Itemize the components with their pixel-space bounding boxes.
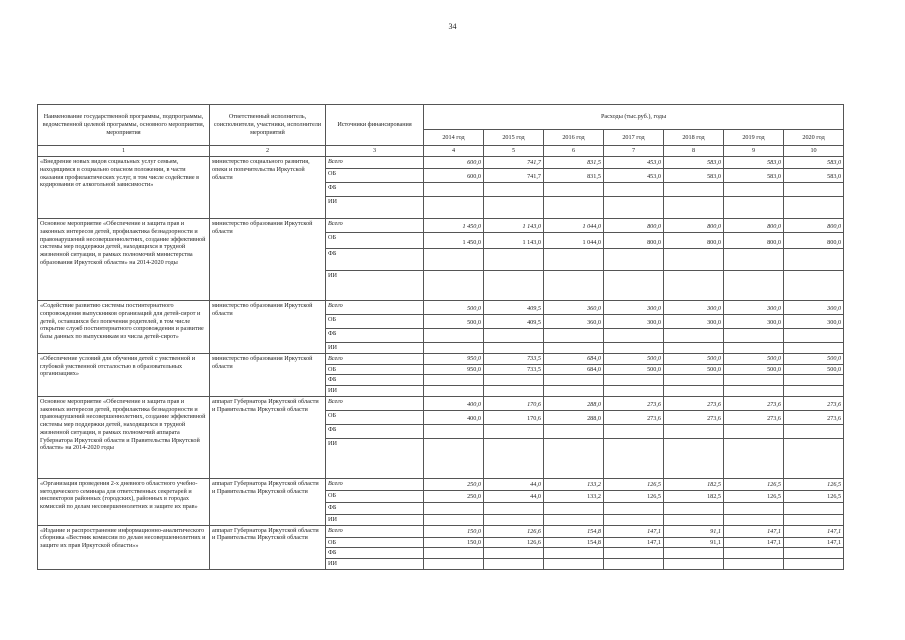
amount-cell	[484, 514, 544, 525]
funding-source: ФБ	[326, 329, 424, 343]
amount-cell	[424, 548, 484, 559]
amount-cell	[424, 559, 484, 570]
amount-cell: 126,6	[484, 525, 544, 537]
executor: министерство образования Иркутской области	[210, 353, 326, 396]
amount-cell	[544, 249, 604, 271]
amount-cell: 182,5	[664, 490, 724, 502]
amount-cell: 800,0	[604, 219, 664, 233]
amount-cell: 126,5	[604, 478, 664, 490]
amount-cell	[544, 424, 604, 438]
amount-cell	[784, 424, 844, 438]
amount-cell	[544, 438, 604, 478]
amount-cell: 800,0	[664, 233, 724, 249]
header-expenses: Расходы (тыс.руб.), годы	[424, 105, 844, 130]
amount-cell	[604, 424, 664, 438]
amount-cell	[544, 271, 604, 301]
amount-cell	[724, 271, 784, 301]
amount-cell	[544, 559, 604, 570]
funding-source: ФБ	[326, 548, 424, 559]
amount-cell: 583,0	[724, 169, 784, 183]
amount-cell	[424, 514, 484, 525]
amount-cell: 126,5	[724, 490, 784, 502]
amount-cell	[544, 343, 604, 354]
amount-cell	[664, 249, 724, 271]
amount-cell: 126,6	[484, 537, 544, 548]
amount-cell	[784, 271, 844, 301]
amount-cell	[784, 386, 844, 397]
amount-cell: 800,0	[604, 233, 664, 249]
amount-cell: 147,1	[724, 537, 784, 548]
amount-cell	[484, 329, 544, 343]
amount-cell: 147,1	[784, 537, 844, 548]
amount-cell	[544, 183, 604, 197]
amount-cell: 288,0	[544, 396, 604, 410]
amount-cell: 147,1	[604, 537, 664, 548]
header-year: 2018 год	[664, 130, 724, 146]
amount-cell	[784, 438, 844, 478]
amount-cell	[544, 514, 604, 525]
amount-cell	[484, 424, 544, 438]
amount-cell: 800,0	[784, 233, 844, 249]
header-name: Наименование государственной программы, подпрограммы, ведомственной целевой программы, основного мероприятия, мероприятия	[38, 105, 210, 146]
column-index: 3	[326, 146, 424, 157]
amount-cell: 409,5	[484, 301, 544, 315]
amount-cell: 44,0	[484, 490, 544, 502]
amount-cell: 91,1	[664, 537, 724, 548]
amount-cell	[724, 438, 784, 478]
amount-cell	[724, 375, 784, 386]
amount-cell: 684,0	[544, 353, 604, 364]
amount-cell	[604, 197, 664, 219]
amount-cell: 950,0	[424, 353, 484, 364]
page-number: 34	[448, 22, 457, 31]
column-index: 5	[484, 146, 544, 157]
amount-cell: 150,0	[424, 525, 484, 537]
amount-cell	[784, 559, 844, 570]
amount-cell: 360,0	[544, 301, 604, 315]
amount-cell: 800,0	[784, 219, 844, 233]
executor: аппарат Губернатора Иркутской области и Правительства Иркутской области	[210, 525, 326, 569]
amount-cell	[784, 329, 844, 343]
amount-cell	[484, 271, 544, 301]
amount-cell: 684,0	[544, 364, 604, 375]
amount-cell	[724, 424, 784, 438]
executor: министерство образования Иркутской области	[210, 219, 326, 301]
financing-table	[37, 104, 844, 570]
funding-source: ИИ	[326, 343, 424, 354]
activity-name: Основное мероприятие «Обеспечение и защита прав и законных интересов детей, профилактика безнадзорности и правонарушений несовершеннолетних, создание эффективной системы мер поддержки детей, находящихся в трудной жизненной ситуации, в рамках полномочий министерства образования Иркутской области» на 2014-2020 годы	[38, 219, 210, 301]
column-index: 2	[210, 146, 326, 157]
amount-cell	[604, 375, 664, 386]
amount-cell: 133,2	[544, 490, 604, 502]
amount-cell: 400,0	[424, 410, 484, 424]
amount-cell: 1 450,0	[424, 233, 484, 249]
amount-cell: 800,0	[724, 233, 784, 249]
amount-cell	[484, 559, 544, 570]
amount-cell: 288,0	[544, 410, 604, 424]
funding-source: ОБ	[326, 537, 424, 548]
amount-cell	[664, 424, 724, 438]
amount-cell: 250,0	[424, 490, 484, 502]
amount-cell	[604, 514, 664, 525]
amount-cell: 300,0	[604, 301, 664, 315]
amount-cell	[604, 559, 664, 570]
amount-cell: 273,6	[724, 410, 784, 424]
amount-cell: 300,0	[724, 301, 784, 315]
amount-cell: 500,0	[424, 315, 484, 329]
amount-cell: 273,6	[604, 396, 664, 410]
amount-cell	[604, 548, 664, 559]
amount-cell	[424, 329, 484, 343]
amount-cell: 182,5	[664, 478, 724, 490]
executor: министерство образования Иркутской области	[210, 301, 326, 354]
amount-cell: 250,0	[424, 478, 484, 490]
amount-cell	[784, 514, 844, 525]
amount-cell	[604, 271, 664, 301]
amount-cell	[544, 329, 604, 343]
activity-name: «Издание и распространение информационно-аналитического сборника «Вестник комиссии по делам несовершеннолетних и защите их прав Иркутской области»»	[38, 525, 210, 569]
amount-cell	[784, 183, 844, 197]
header-source: Источники финансирования	[326, 105, 424, 146]
amount-cell	[604, 183, 664, 197]
amount-cell: 831,5	[544, 157, 604, 169]
amount-cell	[664, 386, 724, 397]
funding-source: ФБ	[326, 375, 424, 386]
amount-cell: 409,5	[484, 315, 544, 329]
amount-cell	[424, 438, 484, 478]
amount-cell	[664, 271, 724, 301]
column-index: 10	[784, 146, 844, 157]
amount-cell	[604, 386, 664, 397]
amount-cell	[544, 386, 604, 397]
amount-cell	[664, 197, 724, 219]
amount-cell	[544, 502, 604, 514]
amount-cell: 583,0	[664, 169, 724, 183]
column-index: 4	[424, 146, 484, 157]
amount-cell: 453,0	[604, 157, 664, 169]
header-executor: Ответственный исполнитель, соисполнители, участники, исполнители мероприятий	[210, 105, 326, 146]
amount-cell	[604, 343, 664, 354]
amount-cell	[424, 183, 484, 197]
amount-cell: 500,0	[664, 353, 724, 364]
amount-cell: 583,0	[784, 157, 844, 169]
amount-cell	[424, 386, 484, 397]
amount-cell: 147,1	[784, 525, 844, 537]
amount-cell	[724, 249, 784, 271]
amount-cell: 150,0	[424, 537, 484, 548]
amount-cell: 733,5	[484, 364, 544, 375]
amount-cell: 500,0	[784, 353, 844, 364]
amount-cell	[424, 502, 484, 514]
table-row	[38, 219, 844, 233]
amount-cell: 44,0	[484, 478, 544, 490]
amount-cell	[484, 197, 544, 219]
amount-cell	[424, 343, 484, 354]
executor: аппарат Губернатора Иркутской области и Правительства Иркутской области	[210, 478, 326, 525]
amount-cell	[784, 548, 844, 559]
funding-source: ОБ	[326, 315, 424, 329]
funding-source: ИИ	[326, 559, 424, 570]
amount-cell: 300,0	[784, 315, 844, 329]
funding-source: ФБ	[326, 183, 424, 197]
amount-cell: 133,2	[544, 478, 604, 490]
amount-cell	[724, 183, 784, 197]
column-index: 9	[724, 146, 784, 157]
amount-cell	[724, 559, 784, 570]
funding-source: Всего	[326, 301, 424, 315]
amount-cell: 91,1	[664, 525, 724, 537]
amount-cell	[724, 329, 784, 343]
amount-cell	[484, 249, 544, 271]
funding-source: ОБ	[326, 169, 424, 183]
amount-cell: 273,6	[724, 396, 784, 410]
amount-cell	[724, 386, 784, 397]
amount-cell	[664, 559, 724, 570]
amount-cell	[484, 548, 544, 559]
amount-cell: 147,1	[604, 525, 664, 537]
funding-source: ФБ	[326, 249, 424, 271]
amount-cell: 300,0	[724, 315, 784, 329]
amount-cell: 147,1	[724, 525, 784, 537]
amount-cell	[424, 197, 484, 219]
amount-cell: 360,0	[544, 315, 604, 329]
amount-cell	[424, 271, 484, 301]
amount-cell: 453,0	[604, 169, 664, 183]
amount-cell: 500,0	[604, 364, 664, 375]
column-index: 8	[664, 146, 724, 157]
amount-cell	[664, 548, 724, 559]
amount-cell	[664, 343, 724, 354]
amount-cell	[724, 514, 784, 525]
amount-cell	[664, 438, 724, 478]
amount-cell	[604, 502, 664, 514]
amount-cell: 273,6	[604, 410, 664, 424]
amount-cell	[544, 197, 604, 219]
funding-source: Всего	[326, 157, 424, 169]
activity-name: Основное мероприятие «Обеспечение и защита прав и законных интересов детей, профилактика безнадзорности и правонарушений несовершеннолетних, создание эффективной системы мер поддержки детей, находящихся в трудной жизненной ситуации, в рамках полномочий аппарата Губернатора Иркутской области и Правительства Иркутской области» на 2014-2020 годы	[38, 396, 210, 478]
amount-cell: 126,5	[604, 490, 664, 502]
amount-cell: 170,6	[484, 396, 544, 410]
amount-cell	[664, 514, 724, 525]
amount-cell: 741,7	[484, 157, 544, 169]
amount-cell	[544, 548, 604, 559]
amount-cell: 600,0	[424, 157, 484, 169]
column-index: 1	[38, 146, 210, 157]
amount-cell	[724, 343, 784, 354]
amount-cell: 950,0	[424, 364, 484, 375]
funding-source: ОБ	[326, 410, 424, 424]
amount-cell: 741,7	[484, 169, 544, 183]
amount-cell	[724, 197, 784, 219]
amount-cell: 500,0	[424, 301, 484, 315]
amount-cell: 1 143,0	[484, 233, 544, 249]
amount-cell: 273,6	[784, 410, 844, 424]
header-year: 2016 год	[544, 130, 604, 146]
amount-cell	[484, 375, 544, 386]
amount-cell: 273,6	[784, 396, 844, 410]
amount-cell: 300,0	[664, 315, 724, 329]
amount-cell	[784, 249, 844, 271]
amount-cell: 300,0	[664, 301, 724, 315]
header-year: 2020 год	[784, 130, 844, 146]
amount-cell: 154,8	[544, 525, 604, 537]
table-row	[38, 157, 844, 169]
amount-cell	[724, 502, 784, 514]
activity-name: «Организация проведения 2-х дневного областного учебно-методического семинара для ответственных секретарей и инспекторов районных (городских), районных в городах комиссий по делам несовершеннолетних и защите их прав»	[38, 478, 210, 525]
amount-cell: 500,0	[604, 353, 664, 364]
amount-cell: 300,0	[784, 301, 844, 315]
funding-source: ФБ	[326, 502, 424, 514]
amount-cell	[544, 375, 604, 386]
amount-cell: 170,6	[484, 410, 544, 424]
executor: министерство социального развития, опеки и попечительства Иркутской области	[210, 157, 326, 219]
amount-cell: 500,0	[724, 364, 784, 375]
amount-cell	[424, 375, 484, 386]
amount-cell	[664, 375, 724, 386]
header-year: 2014 год	[424, 130, 484, 146]
amount-cell: 831,5	[544, 169, 604, 183]
amount-cell: 1 044,0	[544, 233, 604, 249]
amount-cell	[664, 502, 724, 514]
amount-cell	[604, 249, 664, 271]
header-year: 2019 год	[724, 130, 784, 146]
amount-cell: 126,5	[724, 478, 784, 490]
table-row	[38, 525, 844, 537]
funding-source: ИИ	[326, 438, 424, 478]
table-row	[38, 301, 844, 315]
amount-cell: 273,6	[664, 410, 724, 424]
amount-cell: 1 143,0	[484, 219, 544, 233]
funding-source: Всего	[326, 353, 424, 364]
amount-cell	[484, 183, 544, 197]
amount-cell	[664, 183, 724, 197]
amount-cell: 800,0	[664, 219, 724, 233]
amount-cell	[784, 197, 844, 219]
funding-source: ИИ	[326, 386, 424, 397]
amount-cell	[604, 438, 664, 478]
amount-cell	[724, 548, 784, 559]
amount-cell: 126,5	[784, 478, 844, 490]
funding-source: ИИ	[326, 271, 424, 301]
funding-source: Всего	[326, 478, 424, 490]
amount-cell: 800,0	[724, 219, 784, 233]
header-year: 2017 год	[604, 130, 664, 146]
funding-source: Всего	[326, 219, 424, 233]
table-row	[38, 396, 844, 410]
amount-cell	[604, 329, 664, 343]
amount-cell	[664, 329, 724, 343]
funding-source: ИИ	[326, 197, 424, 219]
column-index: 7	[604, 146, 664, 157]
amount-cell	[784, 343, 844, 354]
amount-cell: 733,5	[484, 353, 544, 364]
amount-cell: 583,0	[724, 157, 784, 169]
amount-cell: 1 450,0	[424, 219, 484, 233]
amount-cell: 300,0	[604, 315, 664, 329]
amount-cell: 126,5	[784, 490, 844, 502]
amount-cell: 400,0	[424, 396, 484, 410]
amount-cell: 500,0	[784, 364, 844, 375]
amount-cell	[424, 249, 484, 271]
executor: аппарат Губернатора Иркутской области и Правительства Иркутской области	[210, 396, 326, 478]
activity-name: «Обеспечение условий для обучения детей с умственной и глубокой умственной отсталостью в образовательных организациях»	[38, 353, 210, 396]
activity-name: «Внедрение новых видов социальных услуг семьям, находящимся в социально опасном положении, в части оказания профилактических услуг, в том числе содействие в кодировании от алкогольной зависимости»	[38, 157, 210, 219]
amount-cell	[784, 375, 844, 386]
funding-source: ОБ	[326, 364, 424, 375]
amount-cell: 600,0	[424, 169, 484, 183]
amount-cell: 1 044,0	[544, 219, 604, 233]
funding-source: Всего	[326, 525, 424, 537]
table-row	[38, 353, 844, 364]
amount-cell: 500,0	[724, 353, 784, 364]
amount-cell	[484, 386, 544, 397]
table-row	[38, 478, 844, 490]
amount-cell	[424, 424, 484, 438]
amount-cell	[484, 502, 544, 514]
funding-source: ОБ	[326, 233, 424, 249]
header-year: 2015 год	[484, 130, 544, 146]
column-index: 6	[544, 146, 604, 157]
amount-cell	[784, 502, 844, 514]
amount-cell: 583,0	[784, 169, 844, 183]
amount-cell: 154,8	[544, 537, 604, 548]
amount-cell: 583,0	[664, 157, 724, 169]
funding-source: ОБ	[326, 490, 424, 502]
amount-cell	[484, 438, 544, 478]
activity-name: «Содействие развитию системы постинтернатного сопровождения выпускников организаций для детей-сирот и детей, оставшихся без попечения родителей, в том числе открытие служб постинтернатного сопровождения и развитие базы данных по выпускникам из числа детей-сирот»	[38, 301, 210, 354]
funding-source: ИИ	[326, 514, 424, 525]
funding-source: Всего	[326, 396, 424, 410]
amount-cell	[484, 343, 544, 354]
funding-source: ФБ	[326, 424, 424, 438]
amount-cell: 500,0	[664, 364, 724, 375]
amount-cell: 273,6	[664, 396, 724, 410]
